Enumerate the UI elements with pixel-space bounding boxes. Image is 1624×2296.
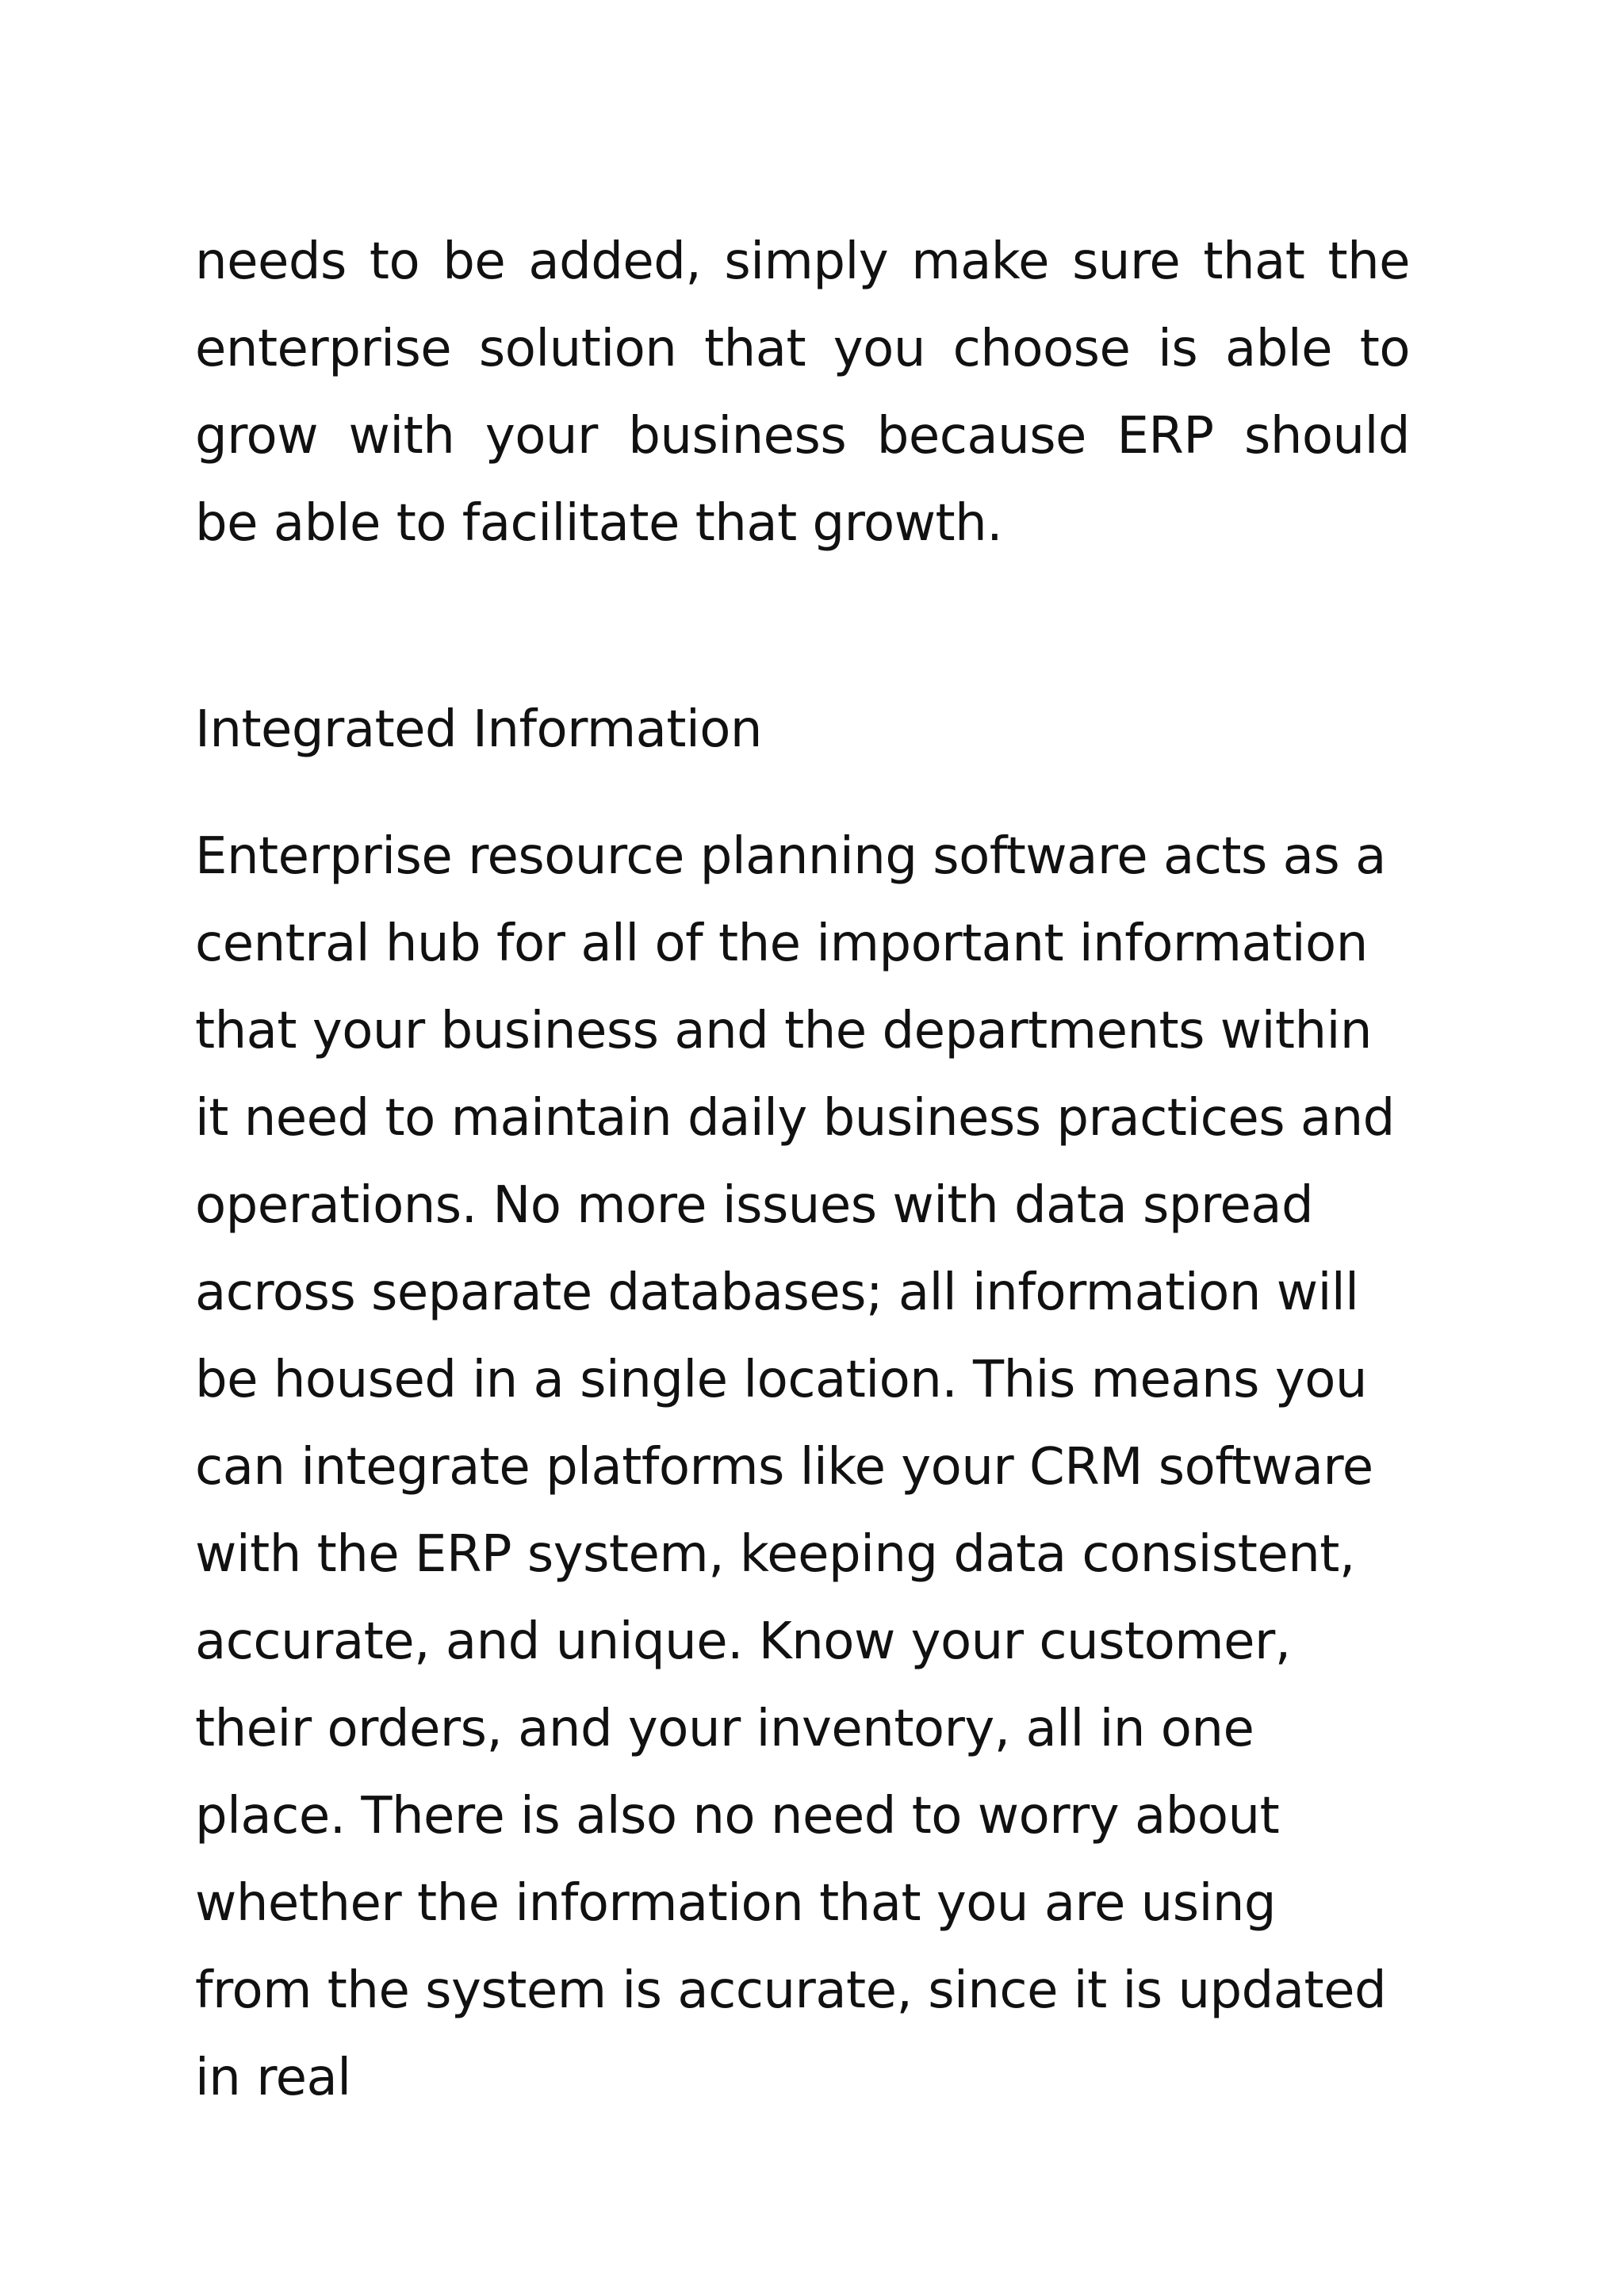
- text-line: in real: [195, 2049, 351, 2107]
- text-line: be able to facilitate that growth.: [195, 494, 1003, 553]
- text-line: operations. No more issues with data spread: [195, 1176, 1314, 1235]
- section-heading: Integrated Information: [195, 700, 762, 759]
- text-line: with the ERP system, keeping data consistent,: [195, 1525, 1355, 1584]
- text-line: can integrate platforms like your CRM software: [195, 1438, 1373, 1497]
- text-line: place. There is also no need to worry about: [195, 1787, 1280, 1846]
- text-line: enterprise solution that you choose is able to: [195, 320, 1410, 378]
- text-line: grow with your business because ERP should: [195, 407, 1410, 466]
- text-line: accurate, and unique. Know your customer,: [195, 1612, 1291, 1671]
- body-paragraph: [195, 813, 1410, 2122]
- intro-paragraph: [195, 218, 1410, 567]
- text-line: Enterprise resource planning software acts as a: [195, 827, 1386, 886]
- text-line: central hub for all of the important information: [195, 914, 1368, 973]
- section-heading-block: [195, 686, 1410, 773]
- text-line: that your business and the departments within: [195, 1002, 1372, 1060]
- text-line: whether the information that you are using: [195, 1874, 1277, 1933]
- text-line: from the system is accurate, since it is updated: [195, 1961, 1387, 2020]
- text-line: be housed in a single location. This means you: [195, 1351, 1367, 1409]
- text-line: across separate databases; all information will: [195, 1263, 1359, 1322]
- text-line: it need to maintain daily business practices and: [195, 1089, 1395, 1148]
- text-line: needs to be added, simply make sure that the: [195, 232, 1410, 291]
- text-line: their orders, and your inventory, all in one: [195, 1700, 1254, 1758]
